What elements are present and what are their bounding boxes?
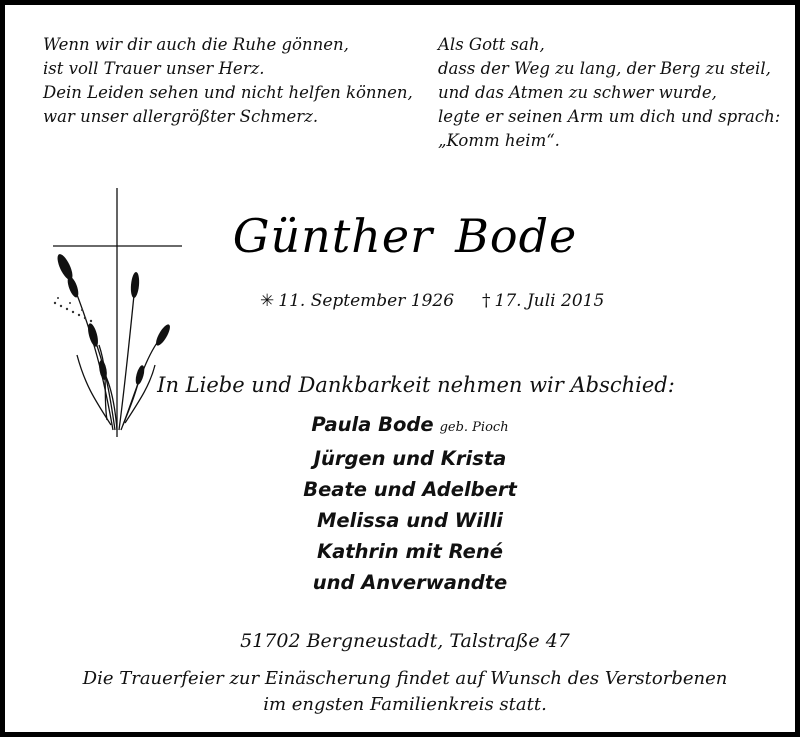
last-name: Bode [455, 209, 578, 263]
poem-line: und das Atmen zu schwer wurde, [438, 83, 717, 102]
mourner: Jürgen und Krista [313, 447, 507, 470]
poem-line: legte er seinen Arm um dich und sprach: [438, 107, 781, 126]
deceased-name [5, 209, 800, 263]
farewell-line: In Liebe und Dankbarkeit nehmen wir Abschied: [157, 373, 675, 397]
poem-line: war unser allergrößter Schmerz. [43, 107, 319, 126]
ceremony-line: Die Trauerfeier zur Einäscherung findet auf Wunsch des Verstorbenen [82, 668, 728, 689]
mourner: Kathrin mit René [317, 540, 503, 563]
address: 51702 Bergneustadt, Talstraße 47 [240, 630, 570, 652]
mourner-widow [15, 409, 800, 443]
mourner: und Anverwandte [312, 571, 508, 594]
birth-star-icon: ✳ [260, 291, 275, 311]
birth-date: 11. September 1926 [278, 291, 455, 311]
mourner: Beate und Adelbert [303, 478, 517, 501]
life-dates [260, 291, 604, 311]
first-name: Günther [232, 209, 434, 263]
poem-line: „Komm heim“. [438, 131, 560, 150]
ceremony-note [5, 666, 800, 718]
poem-line: Dein Leiden sehen und nicht helfen können, [43, 83, 413, 102]
death-cross-icon: † [482, 291, 491, 311]
mourners-list [5, 409, 800, 598]
widow-name: Paula Bode [311, 413, 434, 436]
poem-line: dass der Weg zu lang, der Berg zu steil, [438, 59, 771, 78]
poem-line: Als Gott sah, [438, 35, 545, 54]
poem-left [43, 33, 413, 129]
death-date: 17. Juli 2015 [494, 291, 605, 311]
poem-right [438, 33, 780, 153]
widow-maiden-name: geb. Pioch [439, 420, 509, 435]
poem-line: ist voll Trauer unser Herz. [43, 59, 265, 78]
mourner: Melissa und Willi [317, 509, 503, 532]
ceremony-line: im engsten Familienkreis statt. [263, 694, 547, 715]
poem-line: Wenn wir dir auch die Ruhe gönnen, [43, 35, 349, 54]
